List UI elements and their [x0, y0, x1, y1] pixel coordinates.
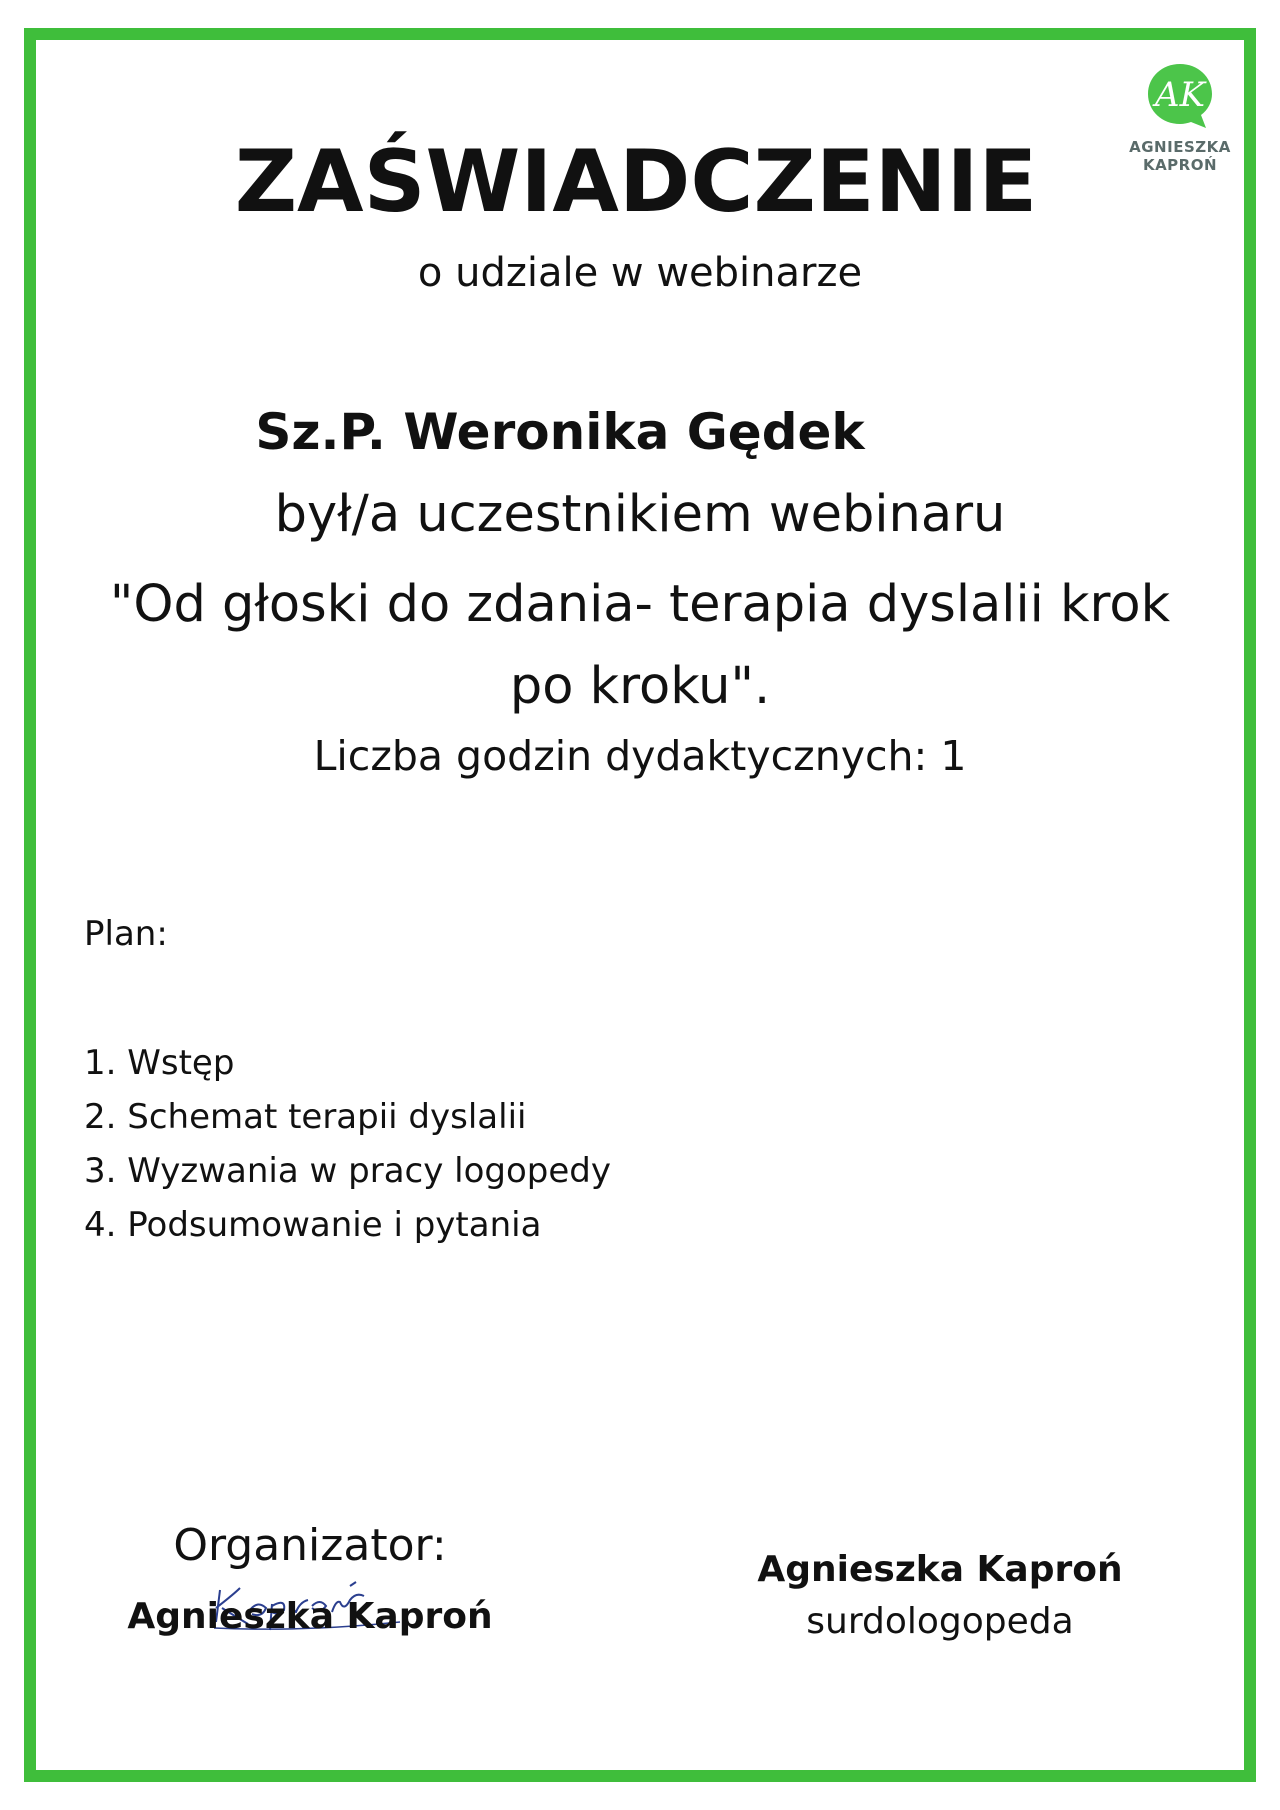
plan-item: 4. Podsumowanie i pytania [84, 1205, 542, 1245]
didactic-hours: Liczba godzin dydaktycznych: 1 [313, 732, 967, 780]
participant-statement: był/a uczestnikiem webinaru [274, 485, 1006, 544]
plan-item: 1. Wstęp [84, 1043, 235, 1083]
speech-bubble-icon [1144, 60, 1216, 132]
plan-item: 2. Schemat terapii dyslalii [84, 1097, 527, 1137]
plan-heading: Plan: [84, 914, 168, 954]
organizer-block [120, 1518, 500, 1640]
organizer-name: Agnieszka Kaproń [127, 1596, 493, 1637]
logo-initials: AK [1155, 75, 1205, 115]
logo-line-first-name: AGNIESZKA [1129, 138, 1231, 156]
recipient-name: Sz.P. Weronika Gędek [255, 403, 865, 461]
specialist-role: surdologopeda [806, 1601, 1074, 1642]
specialist-name: Agnieszka Kaproń [757, 1549, 1123, 1590]
specialist-block [740, 1546, 1140, 1650]
certificate-subtitle: o udziale w webinarze [417, 250, 863, 296]
plan-list [84, 1036, 611, 1252]
organizer-label: Organizator: [173, 1520, 447, 1571]
plan-item: 3. Wyzwania w pracy logopedy [84, 1151, 611, 1191]
certificate-title: ZAŚWIADCZENIE [234, 132, 1038, 232]
logo-line-last-name: KAPROŃ [1142, 156, 1218, 174]
webinar-title: "Od głoski do zdania- terapia dyslalii krok po kroku". [109, 575, 1171, 716]
logo-bubble-graphic [1144, 60, 1216, 132]
